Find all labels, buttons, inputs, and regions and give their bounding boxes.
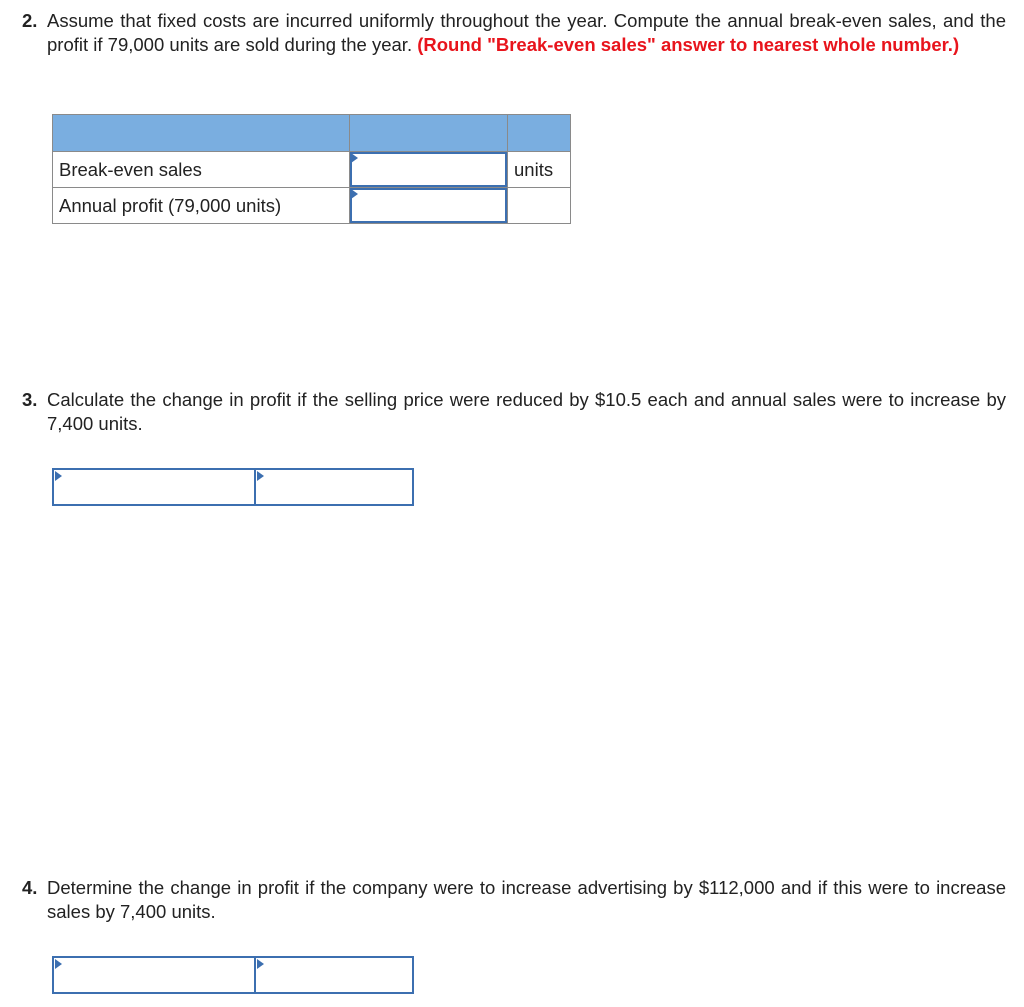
rounding-hint: (Round "Break-even sales" answer to nearest whole number.)	[417, 34, 960, 55]
q4-label-input[interactable]	[54, 958, 254, 992]
question-number: 2.	[22, 10, 38, 31]
input-marker-icon	[257, 959, 264, 969]
row-label: Annual profit (79,000 units)	[53, 188, 350, 224]
q3-label-input[interactable]	[54, 470, 254, 504]
q4-amount-cell[interactable]	[254, 956, 414, 994]
q3-label-cell[interactable]	[52, 468, 256, 506]
question-prompt: Assume that fixed costs are incurred uniformly throughout the year. Compute the annual break-even sales, and the profit if 79,000 units are sold during the year.	[47, 10, 1006, 55]
row-label: Break-even sales	[53, 152, 350, 188]
question-2	[22, 9, 1006, 57]
annual-profit-input[interactable]	[352, 190, 505, 221]
annual-profit-cell[interactable]	[350, 188, 508, 224]
question-4	[22, 876, 1006, 924]
question-number: 4.	[22, 877, 38, 898]
unit-label	[508, 188, 571, 224]
q4-label-cell[interactable]	[52, 956, 256, 994]
table-row	[53, 152, 571, 188]
q4-answer-row	[52, 956, 414, 994]
unit-label: units	[508, 152, 571, 188]
break-even-sales-input[interactable]	[352, 154, 505, 185]
break-even-table	[52, 114, 571, 224]
q4-amount-input[interactable]	[256, 958, 412, 992]
question-3	[22, 388, 1006, 436]
input-marker-icon	[351, 153, 358, 163]
question-prompt: Calculate the change in profit if the selling price were reduced by $10.5 each and annual sales were to increase by 7,400 units.	[47, 389, 1006, 434]
question-text	[47, 9, 1006, 57]
question-prompt: Determine the change in profit if the company were to increase advertising by $112,000 and if this were to increase sales by 7,400 units.	[47, 877, 1006, 922]
header-cell	[508, 115, 571, 152]
input-marker-icon	[257, 471, 264, 481]
q3-answer-row	[52, 468, 414, 506]
input-marker-icon	[351, 189, 358, 199]
header-cell	[350, 115, 508, 152]
table-header-row	[53, 115, 571, 152]
header-cell	[53, 115, 350, 152]
break-even-sales-cell[interactable]	[350, 152, 508, 188]
input-marker-icon	[55, 471, 62, 481]
q3-amount-cell[interactable]	[254, 468, 414, 506]
question-number: 3.	[22, 389, 38, 410]
q3-amount-input[interactable]	[256, 470, 412, 504]
question-text	[47, 876, 1006, 924]
input-marker-icon	[55, 959, 62, 969]
question-text	[47, 388, 1006, 436]
table-row	[53, 188, 571, 224]
